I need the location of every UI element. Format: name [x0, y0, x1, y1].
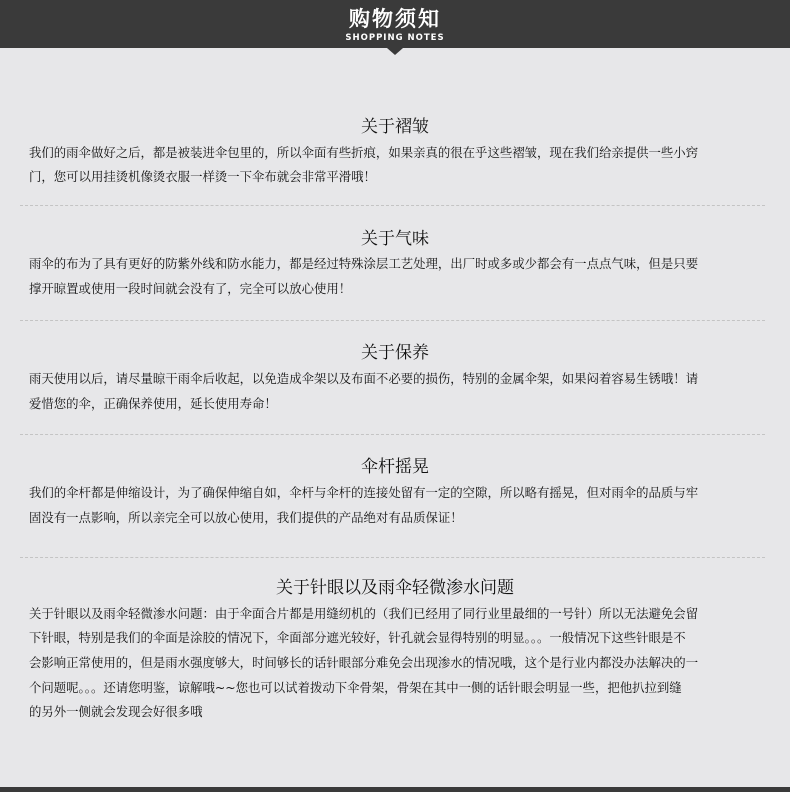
section-text-line: 关于针眼以及雨伞轻微渗水问题：由于伞面合片都是用缝纫机的（我们已经用了同行业里最细的一号针）所以无法避免会留	[29, 606, 699, 621]
header-bar	[0, 0, 790, 48]
section-divider	[20, 434, 765, 435]
section-text-line: 撑开晾置或使用一段时间就会没有了，完全可以放心使用！	[29, 281, 352, 296]
header-subtitle: SHOPPING NOTES	[345, 33, 445, 43]
section-text-line: 门，您可以用挂烫机像烫衣服一样烫一下伞布就会非常平滑哦！	[29, 169, 376, 184]
section-title-odor: 关于气味	[361, 229, 429, 249]
section-text-line: 固没有一点影响，所以亲完全可以放心使用，我们提供的产品绝对有品质保证！	[29, 510, 463, 525]
section-title-wrinkles: 关于褶皱	[361, 117, 429, 137]
section-title-maintenance: 关于保养	[361, 343, 429, 363]
section-divider	[20, 320, 765, 321]
section-text-line: 我们的伞杆都是伸缩设计，为了确保伸缩自如，伞杆与伞杆的连接处留有一定的空隙，所以略有摇晃，但对雨伞的品质与牢	[29, 485, 699, 500]
section-text-line: 爱惜您的伞，正确保养使用，延长使用寿命！	[29, 396, 277, 411]
section-divider	[20, 557, 765, 558]
section-text-line: 下针眼，特别是我们的伞面是涂胶的情况下，伞面部分遮光较好，针孔就会显得特别的明显。。。一般情况下这些针眼是不	[29, 630, 686, 645]
section-title-needle-holes: 关于针眼以及雨伞轻微渗水问题	[276, 578, 514, 598]
header-title: 购物须知	[349, 7, 441, 31]
section-text-line: 雨伞的布为了具有更好的防紫外线和防水能力，都是经过特殊涂层工艺处理，出厂时或多或少都会有一点点气味，但是只要	[29, 256, 699, 271]
section-divider	[20, 205, 765, 206]
section-text-line: 我们的雨伞做好之后，都是被装进伞包里的，所以伞面有些折痕，如果亲真的很在乎这些褶皱，现在我们给亲提供一些小窍	[29, 145, 699, 160]
footer-bar	[0, 787, 790, 792]
section-text-line: 会影响正常使用的，但是雨水强度够大，时间够长的话针眼部分难免会出现渗水的情况哦，这个是行业内都没办法解决的一	[29, 655, 699, 670]
section-text-line: 个问题呢。。。还请您明鉴，谅解哦~~您也可以试着拨动下伞骨架，骨架在其中一侧的话针眼会明显一些，把他扒拉到缝	[29, 680, 682, 695]
header-notch	[387, 48, 403, 55]
section-text-line: 雨天使用以后，请尽量晾干雨伞后收起，以免造成伞架以及布面不必要的损伤，特别的金属伞架，如果闷着容易生锈哦！请	[29, 371, 699, 386]
section-title-shaft-wobble: 伞杆摇晃	[361, 457, 429, 477]
section-text-line: 的另外一侧就会发现会好很多哦	[29, 704, 203, 719]
